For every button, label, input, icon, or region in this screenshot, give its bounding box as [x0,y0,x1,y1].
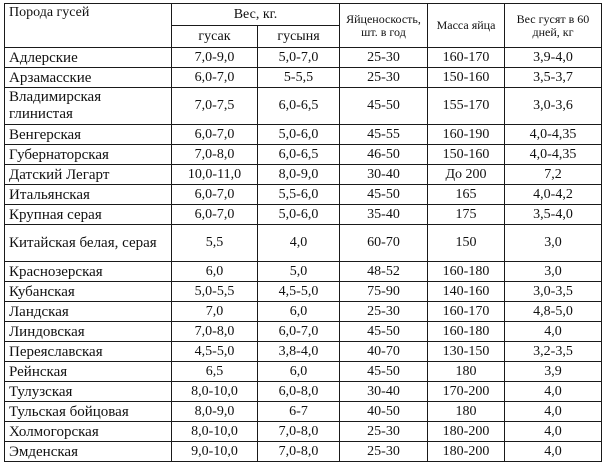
gander-weight-cell: 9,0-10,0 [172,442,258,462]
goose-weight-cell: 6,0-8,0 [258,382,340,402]
breed-cell: Итальянская [5,185,172,205]
eggs-per-year-cell: 25-30 [340,68,428,88]
document-page [4,3,601,471]
egg-mass-cell: 150-160 [428,68,505,88]
egg-mass-cell: До 200 [428,165,505,185]
gander-weight-cell: 4,5-5,0 [172,342,258,362]
egg-mass-cell: 160-170 [428,302,505,322]
table-row [5,48,602,68]
goose-weight-cell: 5,0-7,0 [258,48,340,68]
table-row [5,442,602,462]
young-weight-cell: 3,0-3,5 [505,282,602,302]
egg-mass-cell: 160-170 [428,48,505,68]
gander-weight-cell: 8,0-10,0 [172,382,258,402]
eggs-per-year-cell: 45-50 [340,88,428,125]
breed-cell: Венгерская [5,125,172,145]
young-weight-cell: 4,0 [505,402,602,422]
gander-weight-cell: 7,0-9,0 [172,48,258,68]
breed-cell: Линдовская [5,322,172,342]
gander-weight-cell: 6,5 [172,362,258,382]
breed-cell: Тульская бойцовая [5,402,172,422]
table-row [5,68,602,88]
eggs-per-year-cell: 45-55 [340,125,428,145]
egg-mass-cell: 165 [428,185,505,205]
young-weight-cell: 3,0 [505,262,602,282]
young-weight-cell: 4,0 [505,442,602,462]
goose-weight-cell: 5,0-6,0 [258,205,340,225]
breed-cell: Тулузская [5,382,172,402]
table-row [5,262,602,282]
young-weight-cell: 4,0 [505,322,602,342]
table-body [5,48,602,462]
gander-weight-cell: 6,0 [172,262,258,282]
breed-cell: Крупная серая [5,205,172,225]
table-row [5,282,602,302]
egg-mass-cell: 175 [428,205,505,225]
eggs-per-year-cell: 35-40 [340,205,428,225]
goose-weight-cell: 6,0-7,0 [258,322,340,342]
young-weight-cell: 4,0 [505,422,602,442]
goose-weight-cell: 5-5,5 [258,68,340,88]
young-weight-cell: 4,0-4,2 [505,185,602,205]
breed-cell: Краснозерская [5,262,172,282]
table-row [5,302,602,322]
gander-weight-cell: 6,0-7,0 [172,205,258,225]
table-row [5,225,602,262]
egg-mass-cell: 150-160 [428,145,505,165]
goose-weight-cell: 6,0-6,5 [258,88,340,125]
breed-cell: Губернаторская [5,145,172,165]
young-weight-cell: 4,8-5,0 [505,302,602,322]
goose-weight-cell: 6,0 [258,302,340,322]
breed-cell: Датский Легарт [5,165,172,185]
egg-mass-cell: 160-180 [428,262,505,282]
young-weight-cell: 3,5-3,7 [505,68,602,88]
eggs-per-year-cell: 30-40 [340,165,428,185]
eggs-per-year-cell: 48-52 [340,262,428,282]
table-row [5,165,602,185]
table-row [5,342,602,362]
young-weight-cell: 4,0-4,35 [505,145,602,165]
eggs-per-year-cell: 25-30 [340,302,428,322]
header-weight: Вес, кг. [172,4,340,26]
egg-mass-cell: 130-150 [428,342,505,362]
young-weight-cell: 7,2 [505,165,602,185]
table-row [5,382,602,402]
breed-cell: Рейнская [5,362,172,382]
header-gander: гусак [172,26,258,48]
goose-weight-cell: 6,0-6,5 [258,145,340,165]
egg-mass-cell: 180-200 [428,422,505,442]
table-row [5,88,602,125]
young-weight-cell: 4,0-4,35 [505,125,602,145]
young-weight-cell: 3,9-4,0 [505,48,602,68]
goose-weight-cell: 7,0-8,0 [258,442,340,462]
egg-mass-cell: 180-200 [428,442,505,462]
gander-weight-cell: 6,0-7,0 [172,125,258,145]
gander-weight-cell: 8,0-10,0 [172,422,258,442]
young-weight-cell: 4,0 [505,382,602,402]
table-row [5,205,602,225]
egg-mass-cell: 180 [428,362,505,382]
table-row [5,322,602,342]
goose-weight-cell: 4,0 [258,225,340,262]
gander-weight-cell: 7,0-7,5 [172,88,258,125]
egg-mass-cell: 170-200 [428,382,505,402]
eggs-per-year-cell: 30-40 [340,382,428,402]
eggs-per-year-cell: 45-50 [340,185,428,205]
goose-weight-cell: 7,0-8,0 [258,422,340,442]
young-weight-cell: 3,0-3,6 [505,88,602,125]
header-egg-mass: Масса яйца [428,4,505,48]
gander-weight-cell: 7,0-8,0 [172,145,258,165]
young-weight-cell: 3,0 [505,225,602,262]
table-row [5,422,602,442]
breed-cell: Кубанская [5,282,172,302]
gander-weight-cell: 7,0-8,0 [172,322,258,342]
goose-weight-cell: 6,0 [258,362,340,382]
eggs-per-year-cell: 25-30 [340,48,428,68]
gander-weight-cell: 5,0-5,5 [172,282,258,302]
young-weight-cell: 3,9 [505,362,602,382]
eggs-per-year-cell: 45-50 [340,362,428,382]
egg-mass-cell: 140-160 [428,282,505,302]
breed-cell: Владимирская глинистая [5,88,172,125]
eggs-per-year-cell: 75-90 [340,282,428,302]
table-row [5,145,602,165]
eggs-per-year-cell: 46-50 [340,145,428,165]
gander-weight-cell: 7,0 [172,302,258,322]
goose-weight-cell: 3,8-4,0 [258,342,340,362]
table-row [5,402,602,422]
young-weight-cell: 3,5-4,0 [505,205,602,225]
egg-mass-cell: 160-180 [428,322,505,342]
gander-weight-cell: 6,0-7,0 [172,185,258,205]
goose-weight-cell: 5,5-6,0 [258,185,340,205]
breed-cell: Ландская [5,302,172,322]
table-row [5,362,602,382]
eggs-per-year-cell: 25-30 [340,422,428,442]
egg-mass-cell: 160-190 [428,125,505,145]
eggs-per-year-cell: 25-30 [340,442,428,462]
eggs-per-year-cell: 45-50 [340,322,428,342]
goose-weight-cell: 6-7 [258,402,340,422]
header-breed: Порода гусей [5,4,172,48]
table-row [5,185,602,205]
goose-weight-cell: 5,0-6,0 [258,125,340,145]
breed-cell: Холмогорская [5,422,172,442]
egg-mass-cell: 155-170 [428,88,505,125]
breed-cell: Эмденская [5,442,172,462]
goose-weight-cell: 5,0 [258,262,340,282]
egg-mass-cell: 180 [428,402,505,422]
breed-cell: Китайская белая, серая [5,225,172,262]
eggs-per-year-cell: 40-70 [340,342,428,362]
table-row [5,125,602,145]
breed-cell: Арзамасские [5,68,172,88]
header-eggs: Яйценоскость, шт. в год [340,4,428,48]
breed-cell: Адлерские [5,48,172,68]
eggs-per-year-cell: 60-70 [340,225,428,262]
goose-weight-cell: 8,0-9,0 [258,165,340,185]
gander-weight-cell: 8,0-9,0 [172,402,258,422]
header-young-weight: Вес гусят в 60 дней, кг [505,4,602,48]
egg-mass-cell: 150 [428,225,505,262]
breed-cell: Переяславская [5,342,172,362]
goose-weight-cell: 4,5-5,0 [258,282,340,302]
eggs-per-year-cell: 40-50 [340,402,428,422]
header-goose: гусыня [258,26,340,48]
gander-weight-cell: 10,0-11,0 [172,165,258,185]
goose-breeds-table [4,3,602,462]
gander-weight-cell: 5,5 [172,225,258,262]
young-weight-cell: 3,2-3,5 [505,342,602,362]
gander-weight-cell: 6,0-7,0 [172,68,258,88]
